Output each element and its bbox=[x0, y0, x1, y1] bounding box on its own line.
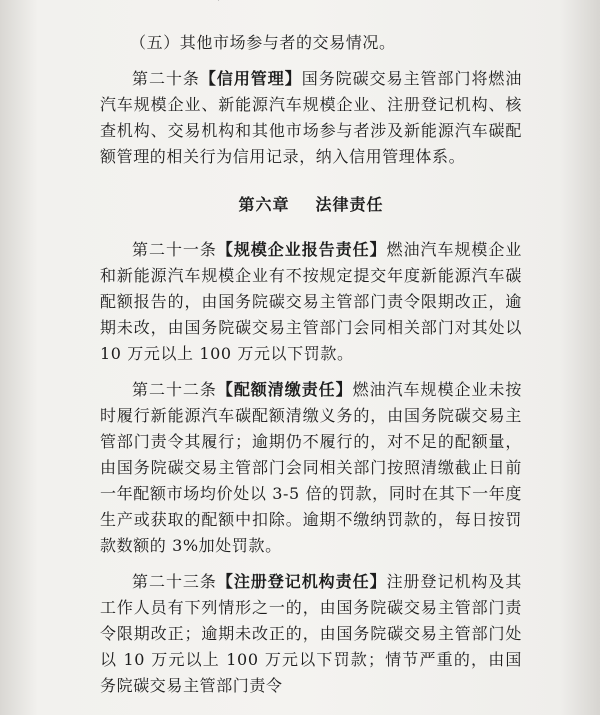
article-20-number: 第二十条 bbox=[132, 69, 200, 88]
article-23-title: 【注册登记机构责任】 bbox=[216, 572, 387, 591]
article-22-number: 第二十二条 bbox=[132, 380, 217, 399]
article-22 bbox=[100, 377, 522, 559]
article-23 bbox=[100, 569, 522, 699]
article-22-title: 【配额清缴责任】 bbox=[216, 380, 353, 399]
article-21-body: 燃油汽车规模企业和新能源汽车规模企业有不按规定提交年度新能源汽车碳配额报告的，由国务院碳交易主管部门责令限期改正，逾期未改，由国务院碳交易主管部门会同相关部门对其处以 10 万元以上 100 万元以下罚款。 bbox=[100, 240, 522, 363]
article-20-body: 国务院碳交易主管部门将燃油汽车规模企业、新能源汽车规模企业、注册登记机构、核查机构、交易机构和其他市场参与者涉及新能源汽车碳配额管理的相关行为信用记录，纳入信用管理体系。 bbox=[100, 69, 522, 166]
article-21 bbox=[100, 237, 522, 367]
scan-speck: ˙ bbox=[216, 0, 221, 10]
chapter-number: 第六章 bbox=[238, 195, 290, 214]
article-23-body: 注册登记机构及其工作人员有下列情形之一的，由国务院碳交易主管部门责令限期改正；逾期未改正的，由国务院碳交易主管部门处以 10 万元以上 100 万元以下罚款；情节严重的，由国务院碳交易主管部门责令 bbox=[100, 572, 522, 695]
chapter-title: 法律责任 bbox=[315, 195, 384, 214]
article-20 bbox=[100, 66, 522, 170]
article-23-number: 第二十三条 bbox=[132, 572, 217, 591]
item-five-text: （五）其他市场参与者的交易情况。 bbox=[130, 33, 396, 52]
item-five bbox=[100, 30, 522, 56]
article-22-body: 燃油汽车规模企业未按时履行新能源汽车碳配额清缴义务的，由国务院碳交易主管部门责令其履行；逾期仍不履行的，对不足的配额量，由国务院碳交易主管部门会同相关部门按照清缴截止日前一年配额市场均价处以 3-5 倍的罚款，同时在其下一年度生产或获取的配额中扣除。逾期不缴纳罚款的，每日按罚款数额的 3%加处罚款。 bbox=[100, 380, 522, 555]
article-21-number: 第二十一条 bbox=[132, 240, 217, 259]
chapter-heading bbox=[100, 192, 522, 215]
article-20-title: 【信用管理】 bbox=[199, 69, 302, 88]
article-21-title: 【规模企业报告责任】 bbox=[216, 240, 387, 259]
